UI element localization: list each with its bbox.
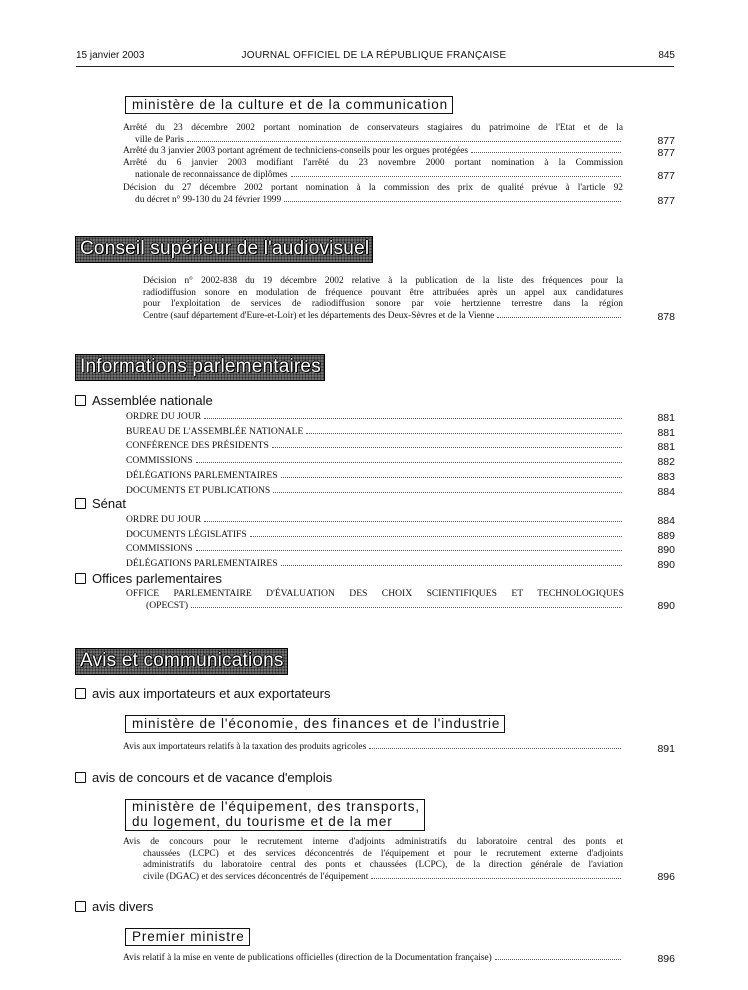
importateurs-entry: Avis aux importateurs relatifs à la taxation des produits agricoles — [123, 742, 623, 754]
checkbox-icon — [75, 688, 86, 699]
ministry-culture-heading: ministère de la culture et de la communication — [125, 96, 453, 114]
list-item: DOCUMENTS LÉGISLATIFS — [126, 528, 624, 543]
header-rule — [76, 66, 674, 67]
senat-list — [126, 513, 624, 572]
parliament-banner: Informations parlementaires — [75, 354, 325, 381]
list-item: BUREAU DE L'ASSEMBLÉE NATIONALE — [126, 425, 624, 440]
offices-entry: OFFICE PARLEMENTAIRE D'ÉVALUATION DES CHOIX SCIENTIFIQUES ET TECHNOLOGIQUES (OPECST) — [126, 588, 624, 611]
offices-entry-page: 890 — [657, 600, 675, 612]
checkbox-icon — [75, 901, 86, 912]
ministry-premier-heading: Premier ministre — [125, 928, 250, 946]
checkbox-icon — [75, 395, 86, 406]
csa-banner: Conseil supérieur de l'audiovisuel — [75, 236, 373, 263]
assemblee-section-title: Assemblée nationale — [75, 393, 213, 408]
list-item: DÉLÉGATIONS PARLEMENTAIRES — [126, 557, 624, 572]
senat-section-title: Sénat — [75, 496, 126, 511]
offices-section-title: Offices parlementaires — [75, 571, 222, 586]
assemblee-list — [126, 410, 624, 498]
avis-importateurs-title: avis aux importateurs et aux exportateurs — [75, 686, 330, 701]
list-item: DOCUMENTS ET PUBLICATIONS — [126, 484, 624, 499]
divers-entry-page: 896 — [657, 953, 675, 965]
list-item: CONFÉRENCE DES PRÉSIDENTS — [126, 439, 624, 454]
ministry-equipement-heading: ministère de l'équipement, des transports, du logement, du tourisme et de la mer — [125, 799, 425, 831]
importateurs-entry-page: 891 — [657, 743, 675, 755]
divers-entry: Avis relatif à la mise en vente de publications officielles (direction de la Documentation française) — [123, 953, 623, 965]
checkbox-icon — [75, 498, 86, 509]
culture-entry-1-page: 877 — [657, 135, 675, 147]
header-date: 15 janvier 2003 — [76, 50, 145, 61]
header-page-number: 845 — [658, 50, 675, 61]
avis-banner: Avis et communications — [75, 648, 288, 675]
list-item: COMMISSIONS — [126, 454, 624, 469]
concours-entry: Avis de concours pour le recrutement interne d'adjoints administratifs du laboratoire central des ponts et chaussées (LCPC) et des services déconcentrés de l'équipement et pour le recrutement externe d'adjoints administratifs du laboratoire central des ponts et chaussées (LCPC), de la direction générale de l'aviation civile (DGAC) et des services déconcentrés de l'équipement — [123, 837, 623, 882]
concours-entry-page: 896 — [657, 871, 675, 883]
avis-divers-title: avis divers — [75, 899, 153, 914]
checkbox-icon — [75, 772, 86, 783]
culture-entry-4: Décision du 27 décembre 2002 portant nomination à la commission des prix de qualité prévue à l'article 92 du décret n° 99-130 du 24 février 1999 — [123, 183, 623, 205]
csa-entry: Décision n° 2002-838 du 19 décembre 2002 relative à la publication de la liste des fréquences pour la radiodiffusion sonore en modulation de fréquence pouvant être attribuées après un appel aux candidatures pour l'exploitation de services de radiodiffusion sonore par voie hertzienne terrestre dans la région Centre (sauf département d'Eure-et-Loir) et les départements des Deux-Sèvres et de la Vienne — [143, 276, 623, 321]
avis-concours-title: avis de concours et de vacance d'emplois — [75, 770, 332, 785]
culture-entry-3: Arrêté du 6 janvier 2003 modifiant l'arrêté du 23 novembre 2000 portant nomination à la Commission nationale de reconnaissance de diplômes — [123, 158, 623, 180]
senat-pages: 884 889 890 890 — [657, 515, 675, 572]
culture-entry-1: Arrêté du 23 décembre 2002 portant nomination de conservateurs stagiaires du patrimoine de l'Etat et de la ville de Paris — [123, 123, 623, 145]
checkbox-icon — [75, 573, 86, 584]
assemblee-pages: 881 881 881 882 883 884 — [657, 412, 675, 498]
culture-entry-3-page: 877 — [657, 170, 675, 182]
culture-entry-2-page: 877 — [657, 147, 675, 159]
header-title: JOURNAL OFFICIEL DE LA RÉPUBLIQUE FRANÇAISE — [241, 50, 507, 61]
list-item: ORDRE DU JOUR — [126, 513, 624, 528]
culture-entry-2: Arrêté du 3 janvier 2003 portant agrément de techniciens-conseils pour les orgues protégées — [123, 146, 623, 158]
csa-entry-page: 878 — [657, 311, 675, 323]
list-item: DÉLÉGATIONS PARLEMENTAIRES — [126, 469, 624, 484]
culture-entry-4-page: 877 — [657, 195, 675, 207]
list-item: ORDRE DU JOUR — [126, 410, 624, 425]
list-item: COMMISSIONS — [126, 542, 624, 557]
ministry-economie-heading: ministère de l'économie, des finances et de l'industrie — [125, 715, 505, 733]
